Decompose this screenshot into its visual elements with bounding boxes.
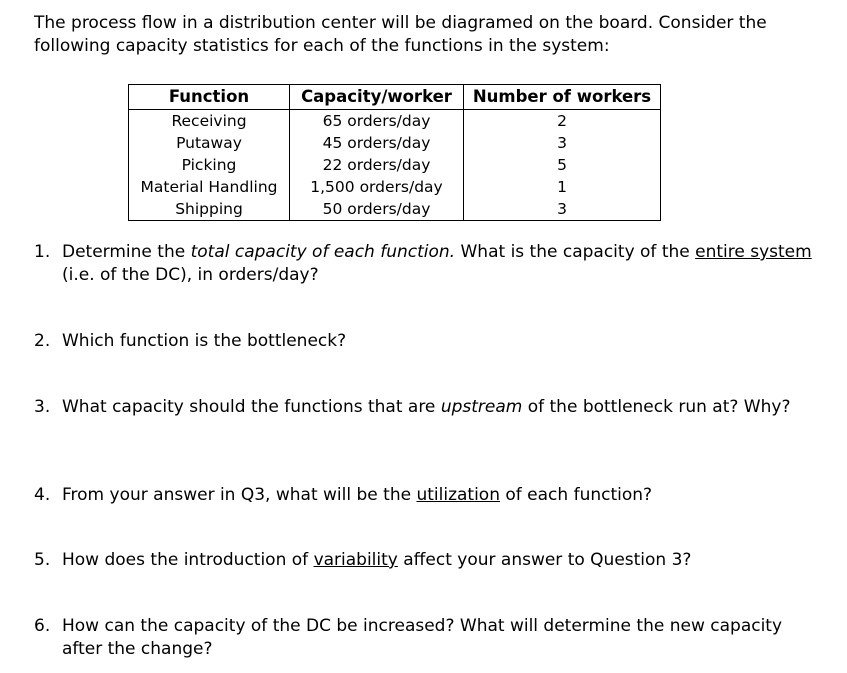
question-number: 3.	[34, 397, 51, 417]
capacity-table	[128, 84, 661, 221]
header-number-of-workers: Number of workers	[464, 85, 661, 110]
cell-capacity: 50 orders/day	[290, 198, 464, 221]
cell-capacity: 1,500 orders/day	[290, 176, 464, 198]
cell-function: Receiving	[129, 110, 290, 133]
table-row	[129, 154, 661, 176]
table-header-row	[129, 85, 661, 110]
question-text: Which function is the bottleneck?	[62, 331, 347, 351]
question-text: How does the introduction of variability affect your answer to Question 3?	[62, 550, 692, 570]
question-number: 1.	[34, 242, 51, 262]
cell-function: Shipping	[129, 198, 290, 221]
header-function: Function	[129, 85, 290, 110]
question-2	[34, 330, 814, 353]
question-number: 2.	[34, 331, 51, 351]
cell-workers: 1	[464, 176, 661, 198]
cell-function: Putaway	[129, 132, 290, 154]
question-5	[34, 549, 814, 572]
table-row	[129, 110, 661, 133]
emphasis-total-capacity: total capacity of each function.	[190, 242, 456, 262]
cell-capacity: 22 orders/day	[290, 154, 464, 176]
header-capacity-per-worker: Capacity/worker	[290, 85, 464, 110]
question-3	[34, 396, 814, 419]
question-text: Determine the total capacity of each function. What is the capacity of the entire system (i.e. of the DC), in orders/day?	[62, 242, 812, 285]
table-row	[129, 176, 661, 198]
underline-variability: variability	[313, 550, 398, 570]
table-row	[129, 132, 661, 154]
table-row	[129, 198, 661, 221]
underline-entire-system: entire system	[695, 242, 812, 262]
question-1	[34, 241, 814, 287]
question-text: From your answer in Q3, what will be the utilization of each function?	[62, 485, 653, 505]
cell-function: Picking	[129, 154, 290, 176]
question-number: 4.	[34, 485, 51, 505]
question-6	[34, 615, 814, 661]
emphasis-upstream: upstream	[440, 397, 523, 417]
question-4	[34, 484, 814, 507]
cell-workers: 3	[464, 198, 661, 221]
question-text: How can the capacity of the DC be increased? What will determine the new capacity after the change?	[62, 616, 783, 659]
cell-capacity: 65 orders/day	[290, 110, 464, 133]
cell-function: Material Handling	[129, 176, 290, 198]
intro-paragraph: The process flow in a distribution center will be diagramed on the board. Consider the following capacity statistics for each of the functions in the system:	[34, 13, 767, 56]
question-number: 6.	[34, 616, 51, 636]
cell-capacity: 45 orders/day	[290, 132, 464, 154]
cell-workers: 2	[464, 110, 661, 133]
cell-workers: 3	[464, 132, 661, 154]
cell-workers: 5	[464, 154, 661, 176]
question-number: 5.	[34, 550, 51, 570]
underline-utilization: utilization	[416, 485, 500, 505]
question-text: What capacity should the functions that are upstream of the bottleneck run at? Why?	[62, 397, 791, 417]
